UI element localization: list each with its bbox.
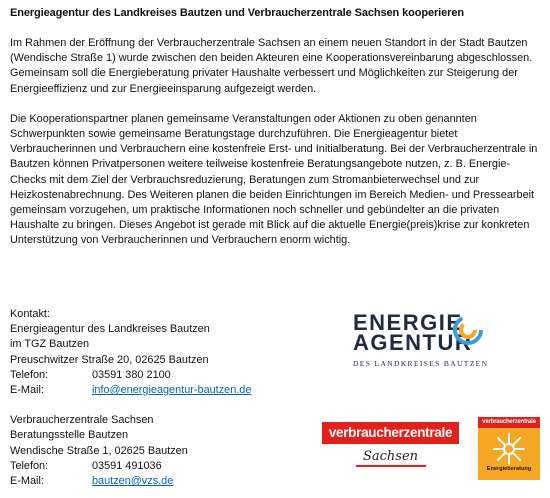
page-title: Energieagentur des Landkreises Bautzen und Verbraucherzentrale Sachsen kooperieren <box>10 7 464 19</box>
org1-email-link[interactable]: info@energieagentur-bautzen.de <box>92 384 252 397</box>
energieagentur-logo <box>353 310 493 368</box>
vz-logo-underline <box>356 465 426 467</box>
org1-phone: 03591 380 2100 <box>92 368 171 381</box>
org1-phone-label: Telefon: <box>10 368 49 381</box>
paragraph-2: Die Kooperationspartner planen gemeinsame Veranstaltungen oder Aktionen zu oben genannten Schwerpunkten sowie gemeinsame Beratungstage durchzuführen. Die Energieagentur bietet Verbraucherinnen und Verbrauchern eine kostenfreie Erst- und Initialberatung. Bei der Verbraucherzentrale in Bautzen können Privatpersonen weitere teilweise kostenfreie Beratungsangebote nutzen, z. B. Energie-Checks mit dem Ziel der Verbrauchsreduzierung, Beratungen zum Stromanbieterwechsel und zur Heizkostenabrechnung. Des Weiteren planen die beiden Einrichtungen im Bereich Medien- und Pressearbeit gemeinsam vorzugehen, um praktische Informationen noch schneller und gebündelter an die privaten Haushalte zu bringen. Dieses Angebot ist gerade mit Blick auf die aktuelle Energie(preis)krise zur konkreten Unterstützung von Verbraucherinnen und Verbrauchern enorm wichtig. <box>10 112 538 247</box>
press-release <box>10 6 540 264</box>
org2-unit: Beratungsstelle Bautzen <box>10 429 129 442</box>
org1-unit: im TGZ Bautzen <box>10 338 90 351</box>
org2-phone: 03591 491036 <box>92 459 162 472</box>
verbraucherzentrale-logo <box>322 422 459 471</box>
eb-logo-top: verbraucherzentrale <box>478 417 540 428</box>
energy-swirl-icon <box>451 313 485 347</box>
org2-address: Wendische Straße 1, 02625 Bautzen <box>10 444 188 457</box>
energieagentur-logo-line2: AGENTUR <box>353 330 473 355</box>
energieberatung-logo <box>478 417 540 480</box>
vz-logo-top: verbraucherzentrale <box>322 422 459 444</box>
org1-phone-row <box>10 368 251 383</box>
energieagentur-logo-sub: DES LANDKREISES BAUTZEN <box>353 359 489 368</box>
org2-phone-label: Telefon: <box>10 459 49 472</box>
eb-logo-bottom: Energieberatung <box>486 465 532 472</box>
org1-address: Preuschwitzer Straße 20, 02625 Bautzen <box>10 353 209 366</box>
org2-phone-row <box>10 459 251 474</box>
contact-block <box>10 307 251 489</box>
org2-email-row <box>10 474 251 489</box>
paragraph-1: Im Rahmen der Eröffnung der Verbraucherzentrale Sachsen an einem neuen Standort in der Stadt Bautzen (Wendische Straße 1) wurde zwischen den beiden Akteuren eine Kooperationsvereinbarung abgeschlossen. Gemeinsam soll die Energieberatung privater Haushalte verbessert und Möglichkeiten zur Steigerung der Energieeffizienz und zur Energieeinsparung aufgezeigt werden. <box>10 37 533 95</box>
org2-name: Verbraucherzentrale Sachsen <box>10 414 154 427</box>
org1-email-row <box>10 383 251 398</box>
energieagentur-logo-line1: ENERGIE <box>353 310 463 335</box>
org2-email-link[interactable]: bautzen@vzs.de <box>92 475 174 488</box>
org1-name: Energieagentur des Landkreises Bautzen <box>10 323 210 336</box>
org1-email-label: E-Mail: <box>10 384 44 397</box>
vz-logo-bottom: Sachsen <box>362 449 419 464</box>
org2-email-label: E-Mail: <box>10 475 44 488</box>
contact-title: Kontakt: <box>10 308 50 320</box>
